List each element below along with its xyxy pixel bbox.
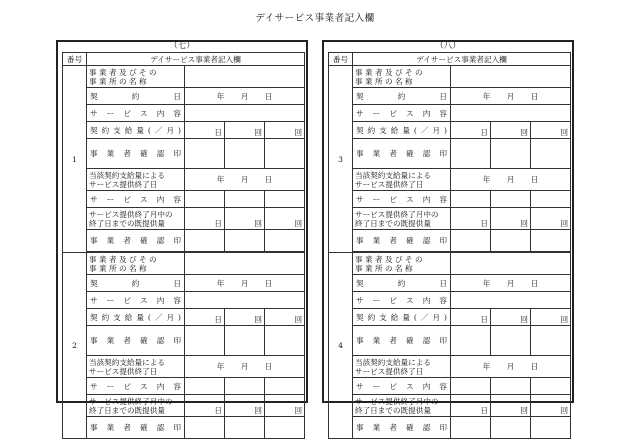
stamp-field[interactable] — [265, 139, 305, 169]
service-field[interactable] — [451, 378, 491, 395]
contract-date-label: 契約日 — [353, 88, 451, 105]
contract-date-label: 契約日 — [353, 275, 451, 292]
contract-amount-label: 契約支給量(／月) — [353, 122, 451, 139]
stamp-field[interactable] — [531, 230, 571, 252]
service-field[interactable] — [225, 191, 265, 208]
service-content-label: サービス内容 — [87, 292, 185, 309]
provided-day-field[interactable]: 日 — [451, 208, 491, 230]
contract-amount-label: 契約支給量(／月) — [87, 309, 185, 326]
stamp-field[interactable] — [531, 417, 571, 439]
service-content-field[interactable] — [451, 105, 571, 122]
service-content-label: サービス内容 — [353, 191, 451, 208]
stamp-field[interactable] — [225, 139, 265, 169]
service-field[interactable] — [265, 191, 305, 208]
amount-times-field[interactable]: 回 — [491, 309, 531, 326]
stamp-field[interactable] — [185, 326, 225, 356]
provided-times-field[interactable]: 回 — [225, 208, 265, 230]
amount-day-field[interactable]: 日 — [451, 122, 491, 139]
stamp-field[interactable] — [185, 139, 225, 169]
stamp-field[interactable] — [491, 230, 531, 252]
panel-seven — [56, 40, 308, 432]
service-field[interactable] — [491, 378, 531, 395]
end-date-field[interactable]: 年 月 日 — [451, 356, 571, 378]
record-table — [62, 52, 305, 439]
service-content-field[interactable] — [185, 292, 305, 309]
amount-times-field[interactable]: 回 — [531, 122, 571, 139]
column-header-number: 番号 — [329, 53, 353, 66]
end-date-label: 当該契約支給量による サービス提供終了日 — [353, 356, 451, 378]
page-title: デイサービス事業者記入欄 — [255, 13, 375, 24]
panel-heading: （七） — [169, 41, 195, 51]
panel-heading: （八） — [435, 41, 461, 51]
stamp-field[interactable] — [451, 230, 491, 252]
confirm-stamp-label: 事業者確認印 — [87, 417, 185, 439]
office-name-label: 事 業 者 及 び そ の 事 業 所 の 名 称 — [87, 66, 185, 88]
stamp-field[interactable] — [531, 326, 571, 356]
office-name-field[interactable] — [185, 66, 305, 88]
amount-times-field[interactable]: 回 — [531, 309, 571, 326]
stamp-field[interactable] — [451, 326, 491, 356]
provided-day-field[interactable]: 日 — [185, 208, 225, 230]
record-table — [328, 52, 571, 439]
amount-times-field[interactable]: 回 — [491, 122, 531, 139]
end-date-label: 当該契約支給量による サービス提供終了日 — [87, 169, 185, 191]
contract-date-field[interactable]: 年 月 日 — [451, 88, 571, 105]
office-name-label: 事 業 者 及 び そ の 事 業 所 の 名 称 — [353, 66, 451, 88]
amount-times-field[interactable]: 回 — [225, 122, 265, 139]
provided-times-field[interactable]: 回 — [531, 395, 571, 417]
provided-times-field[interactable]: 回 — [265, 395, 305, 417]
provided-day-field[interactable]: 日 — [185, 395, 225, 417]
service-field[interactable] — [451, 191, 491, 208]
office-name-label: 事 業 者 及 び そ の 事 業 所 の 名 称 — [87, 253, 185, 275]
provided-times-field[interactable]: 回 — [531, 208, 571, 230]
panel-eight — [322, 40, 574, 432]
contract-amount-label: 契約支給量(／月) — [87, 122, 185, 139]
stamp-field[interactable] — [225, 417, 265, 439]
provided-amount-label: サービス提供終了月中の 終了日までの既提供量 — [87, 395, 185, 417]
confirm-stamp-label: 事業者確認印 — [353, 326, 451, 356]
contract-date-field[interactable]: 年 月 日 — [185, 275, 305, 292]
end-date-field[interactable]: 年 月 日 — [185, 356, 305, 378]
end-date-field[interactable]: 年 月 日 — [185, 169, 305, 191]
service-field[interactable] — [491, 191, 531, 208]
column-header-title: デイサービス事業者記入欄 — [87, 53, 305, 66]
stamp-field[interactable] — [451, 139, 491, 169]
stamp-field[interactable] — [185, 417, 225, 439]
provided-times-field[interactable]: 回 — [491, 395, 531, 417]
end-date-label: 当該契約支給量による サービス提供終了日 — [87, 356, 185, 378]
entry-number: 3 — [329, 66, 353, 253]
provided-times-field[interactable]: 回 — [265, 208, 305, 230]
column-header-title: デイサービス事業者記入欄 — [353, 53, 571, 66]
stamp-field[interactable] — [451, 417, 491, 439]
service-content-field[interactable] — [185, 105, 305, 122]
contract-date-label: 契約日 — [87, 88, 185, 105]
service-field[interactable] — [185, 191, 225, 208]
confirm-stamp-label: 事業者確認印 — [353, 139, 451, 169]
service-content-label: サービス内容 — [353, 378, 451, 395]
end-date-label: 当該契約支給量による サービス提供終了日 — [353, 169, 451, 191]
amount-day-field[interactable]: 日 — [185, 309, 225, 326]
office-name-field[interactable] — [451, 66, 571, 88]
office-name-label: 事 業 者 及 び そ の 事 業 所 の 名 称 — [353, 253, 451, 275]
office-name-field[interactable] — [185, 253, 305, 275]
confirm-stamp-label: 事業者確認印 — [353, 417, 451, 439]
stamp-field[interactable] — [225, 326, 265, 356]
service-field[interactable] — [531, 378, 571, 395]
stamp-field[interactable] — [265, 230, 305, 252]
confirm-stamp-label: 事業者確認印 — [87, 326, 185, 356]
provided-amount-label: サービス提供終了月中の 終了日までの既提供量 — [353, 208, 451, 230]
column-header-number: 番号 — [63, 53, 87, 66]
stamp-field[interactable] — [225, 230, 265, 252]
entry-number: 1 — [63, 66, 87, 253]
confirm-stamp-label: 事業者確認印 — [353, 230, 451, 252]
amount-day-field[interactable]: 日 — [451, 309, 491, 326]
stamp-field[interactable] — [185, 230, 225, 252]
service-content-label: サービス内容 — [353, 105, 451, 122]
stamp-field[interactable] — [531, 139, 571, 169]
stamp-field[interactable] — [265, 326, 305, 356]
stamp-field[interactable] — [265, 417, 305, 439]
entry-number: 4 — [329, 253, 353, 439]
stamp-field[interactable] — [491, 139, 531, 169]
service-content-field[interactable] — [451, 292, 571, 309]
entry-number: 2 — [63, 253, 87, 439]
confirm-stamp-label: 事業者確認印 — [87, 139, 185, 169]
service-content-label: サービス内容 — [353, 292, 451, 309]
contract-date-field[interactable]: 年 月 日 — [451, 275, 571, 292]
end-date-field[interactable]: 年 月 日 — [451, 169, 571, 191]
service-content-label: サービス内容 — [87, 105, 185, 122]
service-field[interactable] — [531, 191, 571, 208]
amount-times-field[interactable]: 回 — [225, 309, 265, 326]
service-field[interactable] — [225, 378, 265, 395]
stamp-field[interactable] — [491, 326, 531, 356]
amount-day-field[interactable]: 日 — [185, 122, 225, 139]
service-field[interactable] — [265, 378, 305, 395]
provided-day-field[interactable]: 日 — [451, 395, 491, 417]
amount-times-field[interactable]: 回 — [265, 309, 305, 326]
contract-amount-label: 契約支給量(／月) — [353, 309, 451, 326]
provided-amount-label: サービス提供終了月中の 終了日までの既提供量 — [353, 395, 451, 417]
amount-times-field[interactable]: 回 — [265, 122, 305, 139]
service-content-label: サービス内容 — [87, 191, 185, 208]
provided-times-field[interactable]: 回 — [491, 208, 531, 230]
service-content-label: サービス内容 — [87, 378, 185, 395]
office-name-field[interactable] — [451, 253, 571, 275]
provided-times-field[interactable]: 回 — [225, 395, 265, 417]
contract-date-label: 契約日 — [87, 275, 185, 292]
service-field[interactable] — [185, 378, 225, 395]
stamp-field[interactable] — [491, 417, 531, 439]
confirm-stamp-label: 事業者確認印 — [87, 230, 185, 252]
contract-date-field[interactable]: 年 月 日 — [185, 88, 305, 105]
provided-amount-label: サービス提供終了月中の 終了日までの既提供量 — [87, 208, 185, 230]
